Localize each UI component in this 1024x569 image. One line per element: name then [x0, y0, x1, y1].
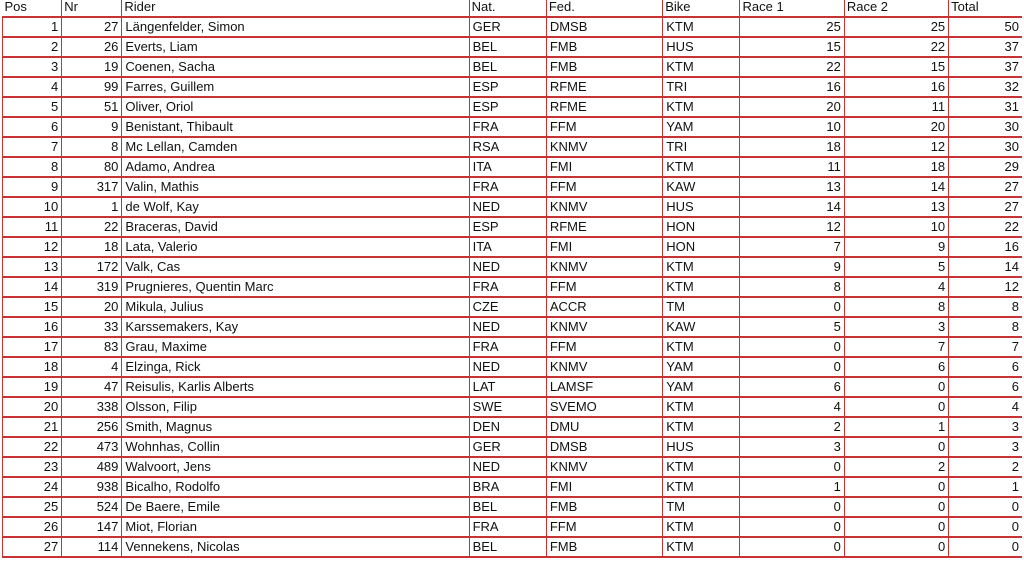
cell-nr: 256: [62, 417, 122, 437]
cell-total: 30: [949, 137, 1022, 157]
cell-fed: FFM: [546, 277, 662, 297]
cell-race2: 7: [844, 337, 948, 357]
cell-pos: 11: [3, 217, 62, 237]
cell-race2: 22: [844, 37, 948, 57]
cell-race2: 11: [844, 97, 948, 117]
cell-nr: 80: [62, 157, 122, 177]
cell-pos: 2: [3, 37, 62, 57]
cell-nat: BEL: [469, 537, 546, 557]
cell-race1: 10: [740, 117, 844, 137]
cell-fed: FFM: [546, 177, 662, 197]
cell-pos: 7: [3, 137, 62, 157]
cell-rider: Olsson, Filip: [122, 397, 469, 417]
cell-total: 37: [949, 37, 1022, 57]
header-rider: Rider: [122, 0, 469, 17]
cell-nr: 22: [62, 217, 122, 237]
cell-total: 27: [949, 197, 1022, 217]
table-row: [3, 417, 1023, 437]
cell-rider: Mikula, Julius: [122, 297, 469, 317]
cell-nat: CZE: [469, 297, 546, 317]
cell-fed: RFME: [546, 77, 662, 97]
cell-total: 16: [949, 237, 1022, 257]
cell-bike: TRI: [663, 77, 740, 97]
cell-race1: 12: [740, 217, 844, 237]
cell-pos: 13: [3, 257, 62, 277]
cell-total: 3: [949, 417, 1022, 437]
cell-rider: Lata, Valerio: [122, 237, 469, 257]
cell-nr: 99: [62, 77, 122, 97]
cell-total: 2: [949, 457, 1022, 477]
cell-race2: 20: [844, 117, 948, 137]
table-row: [3, 317, 1023, 337]
table-row: [3, 537, 1023, 557]
cell-nr: 8: [62, 137, 122, 157]
cell-rider: Braceras, David: [122, 217, 469, 237]
cell-total: 27: [949, 177, 1022, 197]
cell-nr: 51: [62, 97, 122, 117]
cell-nr: 338: [62, 397, 122, 417]
cell-nat: BEL: [469, 57, 546, 77]
cell-race2: 0: [844, 377, 948, 397]
cell-nr: 473: [62, 437, 122, 457]
header-nr: Nr: [62, 0, 122, 17]
cell-fed: FMB: [546, 57, 662, 77]
cell-total: 1: [949, 477, 1022, 497]
cell-nr: 319: [62, 277, 122, 297]
cell-nat: RSA: [469, 137, 546, 157]
cell-pos: 5: [3, 97, 62, 117]
cell-fed: LAMSF: [546, 377, 662, 397]
cell-nat: ITA: [469, 157, 546, 177]
cell-bike: KTM: [663, 417, 740, 437]
cell-race2: 14: [844, 177, 948, 197]
cell-race1: 8: [740, 277, 844, 297]
cell-race1: 5: [740, 317, 844, 337]
cell-rider: Adamo, Andrea: [122, 157, 469, 177]
cell-race2: 5: [844, 257, 948, 277]
results-table: [2, 0, 1022, 558]
header-total: Total: [949, 0, 1022, 17]
table-row: [3, 237, 1023, 257]
header-pos: Pos: [3, 0, 62, 17]
cell-bike: KTM: [663, 97, 740, 117]
cell-race1: 0: [740, 357, 844, 377]
cell-bike: KTM: [663, 277, 740, 297]
cell-total: 0: [949, 497, 1022, 517]
cell-pos: 1: [3, 17, 62, 37]
cell-rider: Mc Lellan, Camden: [122, 137, 469, 157]
cell-fed: FMB: [546, 497, 662, 517]
table-row: [3, 217, 1023, 237]
cell-race2: 18: [844, 157, 948, 177]
cell-nr: 172: [62, 257, 122, 277]
cell-total: 14: [949, 257, 1022, 277]
cell-nat: GER: [469, 17, 546, 37]
cell-bike: KTM: [663, 457, 740, 477]
cell-total: 22: [949, 217, 1022, 237]
cell-total: 8: [949, 297, 1022, 317]
table-row: [3, 257, 1023, 277]
cell-race1: 3: [740, 437, 844, 457]
cell-race2: 16: [844, 77, 948, 97]
cell-race2: 0: [844, 537, 948, 557]
cell-race1: 13: [740, 177, 844, 197]
cell-race1: 11: [740, 157, 844, 177]
cell-nr: 33: [62, 317, 122, 337]
cell-rider: Elzinga, Rick: [122, 357, 469, 377]
cell-rider: Smith, Magnus: [122, 417, 469, 437]
cell-bike: TM: [663, 497, 740, 517]
cell-rider: Everts, Liam: [122, 37, 469, 57]
cell-pos: 24: [3, 477, 62, 497]
cell-nr: 4: [62, 357, 122, 377]
table-row: [3, 57, 1023, 77]
cell-race1: 18: [740, 137, 844, 157]
cell-bike: HUS: [663, 197, 740, 217]
cell-race2: 0: [844, 477, 948, 497]
cell-race2: 0: [844, 497, 948, 517]
cell-pos: 21: [3, 417, 62, 437]
cell-total: 37: [949, 57, 1022, 77]
cell-rider: Oliver, Oriol: [122, 97, 469, 117]
cell-fed: FFM: [546, 117, 662, 137]
cell-nat: SWE: [469, 397, 546, 417]
cell-pos: 10: [3, 197, 62, 217]
cell-bike: KTM: [663, 57, 740, 77]
cell-bike: KTM: [663, 477, 740, 497]
cell-total: 6: [949, 377, 1022, 397]
cell-pos: 22: [3, 437, 62, 457]
cell-pos: 15: [3, 297, 62, 317]
cell-nat: BRA: [469, 477, 546, 497]
cell-bike: KTM: [663, 397, 740, 417]
table-row: [3, 297, 1023, 317]
cell-rider: Farres, Guillem: [122, 77, 469, 97]
cell-nat: FRA: [469, 337, 546, 357]
table-row: [3, 37, 1023, 57]
table-row: [3, 197, 1023, 217]
cell-fed: FFM: [546, 517, 662, 537]
table-row: [3, 177, 1023, 197]
table-row: [3, 137, 1023, 157]
cell-rider: de Wolf, Kay: [122, 197, 469, 217]
cell-fed: FMB: [546, 537, 662, 557]
cell-race2: 0: [844, 517, 948, 537]
cell-nr: 147: [62, 517, 122, 537]
cell-bike: HON: [663, 237, 740, 257]
cell-rider: Längenfelder, Simon: [122, 17, 469, 37]
cell-bike: TM: [663, 297, 740, 317]
cell-pos: 20: [3, 397, 62, 417]
cell-race1: 2: [740, 417, 844, 437]
cell-total: 4: [949, 397, 1022, 417]
cell-race2: 2: [844, 457, 948, 477]
cell-fed: KNMV: [546, 197, 662, 217]
table-row: [3, 357, 1023, 377]
cell-pos: 12: [3, 237, 62, 257]
cell-pos: 4: [3, 77, 62, 97]
cell-nr: 26: [62, 37, 122, 57]
cell-race2: 0: [844, 397, 948, 417]
cell-race2: 0: [844, 437, 948, 457]
cell-race1: 0: [740, 517, 844, 537]
cell-total: 12: [949, 277, 1022, 297]
cell-nr: 27: [62, 17, 122, 37]
cell-race2: 6: [844, 357, 948, 377]
cell-total: 0: [949, 517, 1022, 537]
cell-fed: RFME: [546, 97, 662, 117]
cell-race1: 9: [740, 257, 844, 277]
cell-bike: KAW: [663, 177, 740, 197]
cell-nr: 20: [62, 297, 122, 317]
cell-nat: ESP: [469, 77, 546, 97]
cell-fed: FMI: [546, 237, 662, 257]
cell-fed: FMI: [546, 477, 662, 497]
cell-rider: Benistant, Thibault: [122, 117, 469, 137]
cell-race2: 15: [844, 57, 948, 77]
cell-nat: FRA: [469, 277, 546, 297]
cell-nat: DEN: [469, 417, 546, 437]
cell-nr: 47: [62, 377, 122, 397]
cell-rider: Miot, Florian: [122, 517, 469, 537]
cell-race2: 4: [844, 277, 948, 297]
cell-race1: 14: [740, 197, 844, 217]
cell-bike: KTM: [663, 17, 740, 37]
table-row: [3, 77, 1023, 97]
cell-total: 6: [949, 357, 1022, 377]
cell-rider: Valin, Mathis: [122, 177, 469, 197]
table-row: [3, 397, 1023, 417]
cell-rider: Vennekens, Nicolas: [122, 537, 469, 557]
cell-pos: 17: [3, 337, 62, 357]
cell-nat: ESP: [469, 97, 546, 117]
cell-total: 29: [949, 157, 1022, 177]
cell-fed: FMI: [546, 157, 662, 177]
cell-race1: 0: [740, 297, 844, 317]
cell-nr: 18: [62, 237, 122, 257]
cell-nat: BEL: [469, 497, 546, 517]
cell-nat: NED: [469, 457, 546, 477]
table-row: [3, 157, 1023, 177]
cell-pos: 16: [3, 317, 62, 337]
cell-bike: KTM: [663, 537, 740, 557]
cell-race1: 7: [740, 237, 844, 257]
cell-race2: 8: [844, 297, 948, 317]
table-row: [3, 477, 1023, 497]
cell-nat: FRA: [469, 177, 546, 197]
cell-fed: DMU: [546, 417, 662, 437]
cell-race2: 9: [844, 237, 948, 257]
cell-pos: 19: [3, 377, 62, 397]
cell-fed: ACCR: [546, 297, 662, 317]
cell-race1: 16: [740, 77, 844, 97]
cell-pos: 14: [3, 277, 62, 297]
cell-nat: ESP: [469, 217, 546, 237]
cell-rider: Reisulis, Karlis Alberts: [122, 377, 469, 397]
cell-race2: 3: [844, 317, 948, 337]
cell-pos: 8: [3, 157, 62, 177]
cell-bike: KTM: [663, 517, 740, 537]
cell-race1: 4: [740, 397, 844, 417]
cell-bike: KTM: [663, 157, 740, 177]
cell-nat: FRA: [469, 517, 546, 537]
cell-race2: 13: [844, 197, 948, 217]
cell-fed: KNMV: [546, 317, 662, 337]
cell-nr: 83: [62, 337, 122, 357]
cell-race1: 1: [740, 477, 844, 497]
cell-total: 32: [949, 77, 1022, 97]
table-row: [3, 377, 1023, 397]
cell-total: 3: [949, 437, 1022, 457]
cell-fed: KNMV: [546, 257, 662, 277]
table-row: [3, 117, 1023, 137]
cell-fed: KNMV: [546, 357, 662, 377]
cell-nat: BEL: [469, 37, 546, 57]
cell-nr: 317: [62, 177, 122, 197]
cell-rider: Prugnieres, Quentin Marc: [122, 277, 469, 297]
cell-rider: Coenen, Sacha: [122, 57, 469, 77]
cell-race2: 10: [844, 217, 948, 237]
cell-race2: 25: [844, 17, 948, 37]
cell-fed: RFME: [546, 217, 662, 237]
cell-fed: FMB: [546, 37, 662, 57]
cell-nr: 19: [62, 57, 122, 77]
cell-rider: Wohnhas, Collin: [122, 437, 469, 457]
cell-nr: 114: [62, 537, 122, 557]
cell-nat: LAT: [469, 377, 546, 397]
cell-rider: De Baere, Emile: [122, 497, 469, 517]
cell-nat: NED: [469, 197, 546, 217]
cell-fed: DMSB: [546, 17, 662, 37]
cell-nat: NED: [469, 257, 546, 277]
cell-total: 8: [949, 317, 1022, 337]
table-row: [3, 437, 1023, 457]
cell-nr: 1: [62, 197, 122, 217]
cell-race1: 0: [740, 337, 844, 357]
cell-race2: 1: [844, 417, 948, 437]
cell-race1: 6: [740, 377, 844, 397]
cell-pos: 9: [3, 177, 62, 197]
header-race1: Race 1: [740, 0, 844, 17]
cell-fed: DMSB: [546, 437, 662, 457]
cell-race2: 12: [844, 137, 948, 157]
cell-pos: 3: [3, 57, 62, 77]
table-row: [3, 17, 1023, 37]
cell-total: 0: [949, 537, 1022, 557]
cell-fed: KNMV: [546, 137, 662, 157]
table-row: [3, 277, 1023, 297]
cell-bike: HUS: [663, 37, 740, 57]
cell-nat: FRA: [469, 117, 546, 137]
cell-fed: FFM: [546, 337, 662, 357]
cell-fed: SVEMO: [546, 397, 662, 417]
header-race2: Race 2: [844, 0, 948, 17]
header-row: [3, 0, 1023, 17]
table-row: [3, 517, 1023, 537]
cell-race1: 15: [740, 37, 844, 57]
table-row: [3, 497, 1023, 517]
cell-total: 30: [949, 117, 1022, 137]
cell-race1: 0: [740, 457, 844, 477]
cell-nr: 9: [62, 117, 122, 137]
cell-race1: 20: [740, 97, 844, 117]
cell-nr: 489: [62, 457, 122, 477]
cell-total: 31: [949, 97, 1022, 117]
table-row: [3, 337, 1023, 357]
header-bike: Bike: [663, 0, 740, 17]
cell-bike: HON: [663, 217, 740, 237]
cell-bike: TRI: [663, 137, 740, 157]
cell-nr: 524: [62, 497, 122, 517]
cell-nat: NED: [469, 357, 546, 377]
cell-rider: Karssemakers, Kay: [122, 317, 469, 337]
cell-nat: GER: [469, 437, 546, 457]
cell-rider: Grau, Maxime: [122, 337, 469, 357]
cell-bike: YAM: [663, 357, 740, 377]
cell-pos: 18: [3, 357, 62, 377]
cell-race1: 22: [740, 57, 844, 77]
cell-bike: KTM: [663, 337, 740, 357]
cell-pos: 25: [3, 497, 62, 517]
cell-bike: KAW: [663, 317, 740, 337]
cell-nat: NED: [469, 317, 546, 337]
cell-rider: Walvoort, Jens: [122, 457, 469, 477]
cell-bike: YAM: [663, 117, 740, 137]
cell-nat: ITA: [469, 237, 546, 257]
cell-pos: 26: [3, 517, 62, 537]
cell-rider: Valk, Cas: [122, 257, 469, 277]
cell-total: 50: [949, 17, 1022, 37]
cell-race1: 0: [740, 497, 844, 517]
cell-race1: 0: [740, 537, 844, 557]
cell-bike: KTM: [663, 257, 740, 277]
header-nat: Nat.: [469, 0, 546, 17]
cell-pos: 6: [3, 117, 62, 137]
cell-race1: 25: [740, 17, 844, 37]
cell-bike: HUS: [663, 437, 740, 457]
table-row: [3, 97, 1023, 117]
cell-pos: 23: [3, 457, 62, 477]
cell-rider: Bicalho, Rodolfo: [122, 477, 469, 497]
table-row: [3, 457, 1023, 477]
cell-nr: 938: [62, 477, 122, 497]
cell-pos: 27: [3, 537, 62, 557]
cell-bike: YAM: [663, 377, 740, 397]
cell-total: 7: [949, 337, 1022, 357]
cell-fed: KNMV: [546, 457, 662, 477]
header-fed: Fed.: [546, 0, 662, 17]
